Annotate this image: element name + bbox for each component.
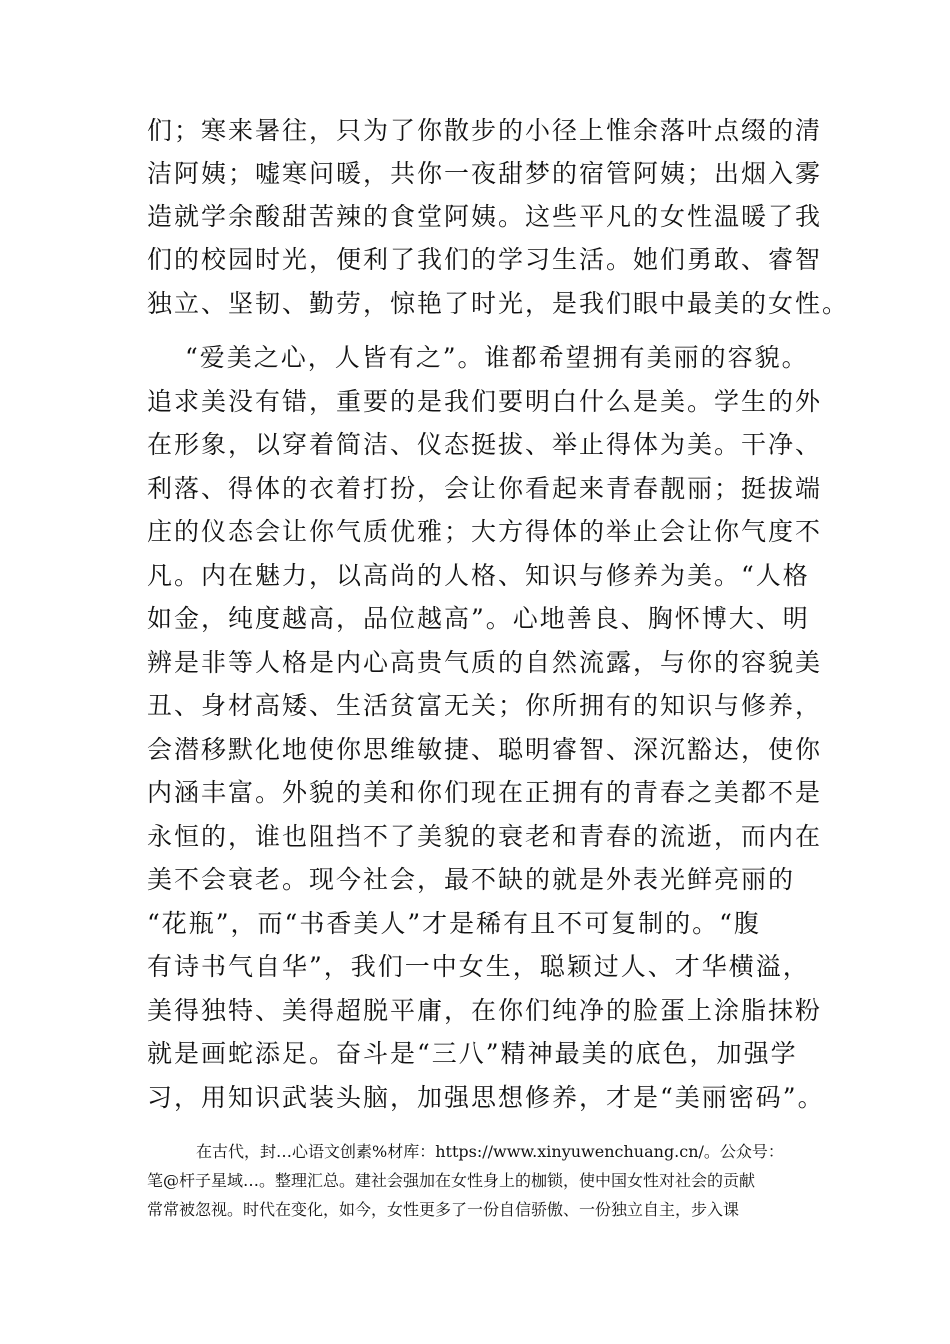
- paragraph-2-line: 永恒的，谁也阻挡不了美貌的衰老和青春的流逝，而内在: [147, 822, 823, 851]
- paragraph-2-line: 在形象，以穿着简洁、仪态挺拔、举止得体为美。干净、: [147, 430, 823, 459]
- paragraph-1-line: 洁阿姨；嘘寒问暖，共你一夜甜梦的宿管阿姨；出烟入雾: [147, 159, 823, 188]
- paragraph-1-line: 们；寒来暑往，只为了你散步的小径上惟余落叶点缀的清: [147, 116, 823, 145]
- paragraph-2-line: 内涵丰富。外貌的美和你们现在正拥有的青春之美都不是: [147, 778, 823, 807]
- paragraph-2-line: 习，用知识武装头脑，加强思想修养，才是“美丽密码”。: [147, 1083, 825, 1112]
- paragraph-2-line: 美不会衰老。现今社会，最不缺的就是外表光鲜亮丽的: [147, 865, 796, 894]
- paragraph-1-line: 们的校园时光，便利了我们的学习生活。她们勇敢、睿智: [147, 245, 823, 274]
- paragraph-1-line: 造就学余酸甜苦辣的食堂阿姨。这些平凡的女性温暖了我: [147, 202, 823, 231]
- paragraph-2-line: 会潜移默化地使你思维敏捷、聪明睿智、深沉豁达，使你: [147, 735, 823, 764]
- paragraph-2-line: 如金，纯度越高，品位越高”。心地善良、胸怀博大、明: [147, 604, 810, 633]
- paragraph-2-line: 追求美没有错，重要的是我们要明白什么是美。学生的外: [147, 387, 823, 416]
- paragraph-2-line: 辨是非等人格是内心高贵气质的自然流露，与你的容貌美: [147, 648, 823, 677]
- footer-paragraph-line: 笔@杆子星域…。整理汇总。建社会强加在女性身上的枷锁，使中国女性对社会的贡献: [147, 1171, 756, 1190]
- paragraph-1-line: 独立、坚韧、勤劳，惊艳了时光，是我们眼中最美的女性。: [147, 289, 850, 318]
- paragraph-2-line: 庄的仪态会让你气质优雅；大方得体的举止会让你气度不: [147, 517, 823, 546]
- paragraph-2-line: “花瓶”，而“书香美人”才是稀有且不可复制的。“腹: [147, 909, 761, 938]
- paragraph-2-line: 凡。内在魅力，以高尚的人格、知识与修养为美。“人格: [147, 561, 810, 590]
- paragraph-2-line: 美得独特、美得超脱平庸，在你们纯净的脸蛋上涂脂抹粉: [147, 996, 823, 1025]
- paragraph-2-line: “爱美之心，人皆有之”。谁都希望拥有美丽的容貌。: [185, 343, 809, 372]
- footer-paragraph-line: 常常被忽视。时代在变化，如今，女性更多了一份自信骄傲、一份独立自主，步入课: [147, 1200, 740, 1219]
- paragraph-2-line: 就是画蛇添足。奋斗是“三八”精神最美的底色，加强学: [147, 1039, 798, 1068]
- footer-paragraph-line: 在古代，封…心语文创素%材库：https://www.xinyuwenchuang.cn/。公众号：: [196, 1142, 784, 1161]
- paragraph-2-line: 丑、身材高矮、生活贫富无关；你所拥有的知识与修养，: [147, 691, 823, 720]
- paragraph-2-line: 有诗书气自华”，我们一中女生，聪颖过人、才华横溢，: [147, 952, 810, 981]
- paragraph-2-line: 利落、得体的衣着打扮，会让你看起来青春靓丽；挺拔端: [147, 474, 823, 503]
